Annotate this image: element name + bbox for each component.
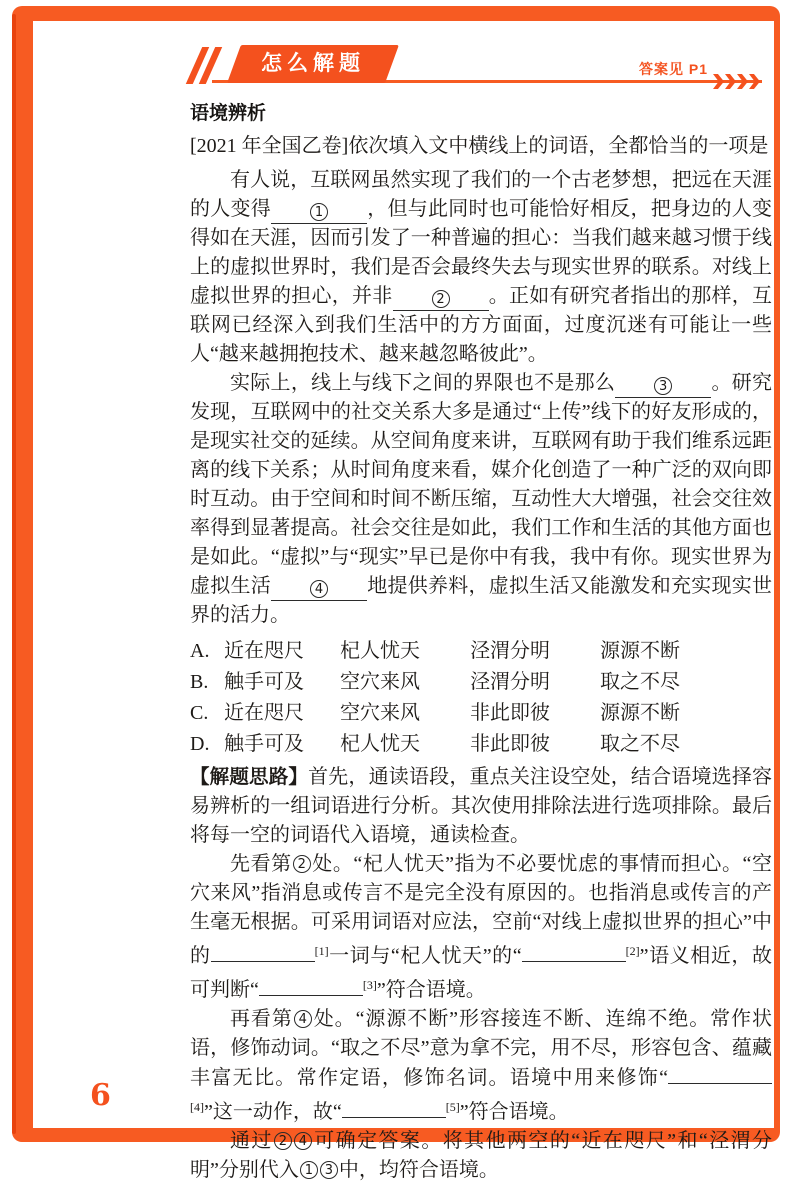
- option-word: 近在咫尺: [224, 640, 304, 662]
- question-stem: [2021 年全国乙卷]依次填入文中横线上的词语，全都恰当的一项是: [190, 135, 769, 157]
- analysis-text: 一词与“杞人忧天”的“: [328, 945, 522, 967]
- passage-text: 有人说，互联网虽然实现了我们的一个古老梦想，把远在天涯的人变得: [190, 169, 772, 220]
- answer-options: [190, 636, 772, 759]
- analysis-text: ”语义相近，故可判断“: [190, 945, 772, 1001]
- option-letter: C.: [190, 702, 209, 724]
- option-word: 泾渭分明: [470, 671, 550, 693]
- chevron-right-icon: [713, 74, 724, 89]
- analysis-text: 首先，通读语段，重点关注设空处，结合语境选择容易辨析的一组词语进行分析。其次使用排除法进行选项排除。最后将每一空的词语代入语境，通读检查。: [190, 766, 772, 846]
- chevron-right-icon: [749, 74, 760, 89]
- analysis-text: 处。“杞人忧天”指为不必要忧虑的事情而担心。“空穴来风”指消息或传言不是完全没有原因的。也指消息或传言的产生毫无根据。可采用词语对应法，空前“对线上虚拟世界的担心”中的: [190, 853, 773, 967]
- option-letter: B.: [190, 671, 209, 693]
- option-letter: A.: [190, 640, 210, 662]
- chevron-right-icon: [725, 74, 736, 89]
- option-word: 取之不尽: [600, 671, 680, 693]
- answer-reference-link[interactable]: 答案见 P1: [638, 61, 708, 77]
- option-word: 非此即彼: [470, 702, 550, 724]
- option-row-b[interactable]: [190, 667, 772, 697]
- circled-number: 2: [274, 1132, 292, 1150]
- option-word: 空穴来风: [340, 702, 420, 724]
- answer-blank-5: [342, 1097, 446, 1118]
- circled-number: 1: [310, 203, 328, 221]
- analysis-paragraph-3: [190, 1005, 772, 1127]
- page-number: 6: [90, 1078, 111, 1113]
- fill-blank-2: [393, 287, 489, 311]
- blank-superscript: [1]: [314, 944, 329, 958]
- analysis-paragraph-2: [190, 850, 772, 1005]
- passage-text: 。正如有研究者指出的那样，互联网已经深入到我们生活中的方方面面，过度沉迷有可能让一些人“越来越拥抱技术、越来越忽略彼此”。: [190, 285, 772, 365]
- passage-text: 地提供养料，虚拟生活又能激发和充实现实世界的活力。: [190, 575, 772, 626]
- option-letter: D.: [190, 733, 210, 755]
- analysis-text: 先看第: [230, 853, 292, 875]
- option-word: 杞人忧天: [340, 640, 420, 662]
- circled-number: 4: [294, 1132, 312, 1150]
- blank-superscript: [4]: [190, 1100, 204, 1114]
- analysis-text: 再看第: [230, 1008, 293, 1030]
- answer-blank-2: [522, 941, 626, 962]
- page-content: [190, 44, 772, 1185]
- chevrons-icon: [712, 74, 760, 89]
- passage-text: 。研究发现，互联网中的社交关系大多是通过“上传”线下的好友形成的，是现实社交的延续。从空间角度来讲，互联网有助于我们维系远距离的线下关系；从时间角度来看，媒介化创造了一种广泛的双向即时互动。由于空间和时间不断压缩，互动性大大增强，社会交往效率得到显著提高。社会交往是如此，我们工作和生活的其他方面也是如此。“虚拟”与“现实”早已是你中有我，我中有你。现实世界为虚拟生活: [190, 372, 773, 597]
- circled-number: 3: [320, 1161, 338, 1179]
- page-border-accent-line: [12, 14, 16, 1134]
- option-word: 非此即彼: [470, 733, 550, 755]
- circled-number: 2: [293, 855, 311, 873]
- circled-number: 4: [294, 1010, 312, 1028]
- option-word: 近在咫尺: [224, 702, 304, 724]
- fill-blank-1: [271, 200, 367, 224]
- blank-superscript: [3]: [362, 978, 377, 992]
- option-word: 取之不尽: [600, 733, 680, 755]
- option-word: 触手可及: [224, 733, 304, 755]
- answer-blank-1: [211, 941, 315, 962]
- option-row-a[interactable]: [190, 636, 772, 666]
- option-word: 空穴来风: [340, 671, 420, 693]
- option-row-c[interactable]: [190, 698, 772, 728]
- analysis-label: 【解题思路】: [190, 766, 309, 788]
- section-title: 语境辨析: [190, 103, 267, 124]
- analysis-text: 中，均符合语境。: [338, 1159, 499, 1181]
- banner-title: 怎么解题: [261, 52, 365, 75]
- passage-paragraph-1: [190, 166, 772, 369]
- analysis-text: ”符合语境。: [459, 1101, 569, 1123]
- circled-number: 3: [654, 377, 672, 395]
- analysis-intro-paragraph: [190, 763, 772, 850]
- chevron-right-icon: [737, 74, 748, 89]
- circled-number: 2: [432, 290, 450, 308]
- analysis-text: 处。“源源不断”形容接连不断、连绵不绝。常作状语，修饰动词。“取之不尽”意为拿不完，用不尽，形容包含、蕴藏丰富无比。常作定语，修饰名词。语境中用来修饰“: [190, 1008, 772, 1089]
- analysis-text: 可确定答案。将其他两空的“近在咫尺”和“泾渭分明”分别代入: [190, 1130, 773, 1181]
- fill-blank-4: [271, 577, 367, 601]
- option-row-d[interactable]: [190, 729, 772, 759]
- circled-number: 1: [300, 1161, 318, 1179]
- analysis-conclusion-paragraph: [190, 1127, 772, 1185]
- option-word: 源源不断: [600, 702, 680, 724]
- banner-stripes-icon: [194, 47, 220, 84]
- section-header: [190, 44, 772, 90]
- passage-paragraph-2: [190, 369, 772, 630]
- option-word: 触手可及: [224, 671, 304, 693]
- fill-blank-3: [615, 374, 711, 398]
- passage-text: ，但与此同时也可能恰好相反，把身边的人变得如在天涯，因而引发了一种普遍的担心：当我们越来越习惯于线上的虚拟世界时，我们是否会最终失去与现实世界的联系。对线上虚拟世界的担心，并非: [190, 198, 772, 307]
- option-word: 源源不断: [600, 640, 680, 662]
- option-word: 杞人忧天: [340, 733, 420, 755]
- banner-ribbon: [227, 45, 399, 83]
- passage-text: 实际上，线上与线下之间的界限也不是那么: [230, 372, 616, 394]
- answer-blank-3: [259, 975, 363, 996]
- blank-superscript: [2]: [625, 944, 640, 958]
- blank-superscript: [5]: [445, 1100, 460, 1114]
- answer-blank-4: [668, 1063, 772, 1084]
- analysis-text: 通过: [230, 1130, 273, 1152]
- analysis-text: ”符合语境。: [376, 979, 486, 1001]
- analysis-text: ”这一动作，故“: [204, 1101, 342, 1123]
- circled-number: 4: [310, 580, 328, 598]
- option-word: 泾渭分明: [470, 640, 550, 662]
